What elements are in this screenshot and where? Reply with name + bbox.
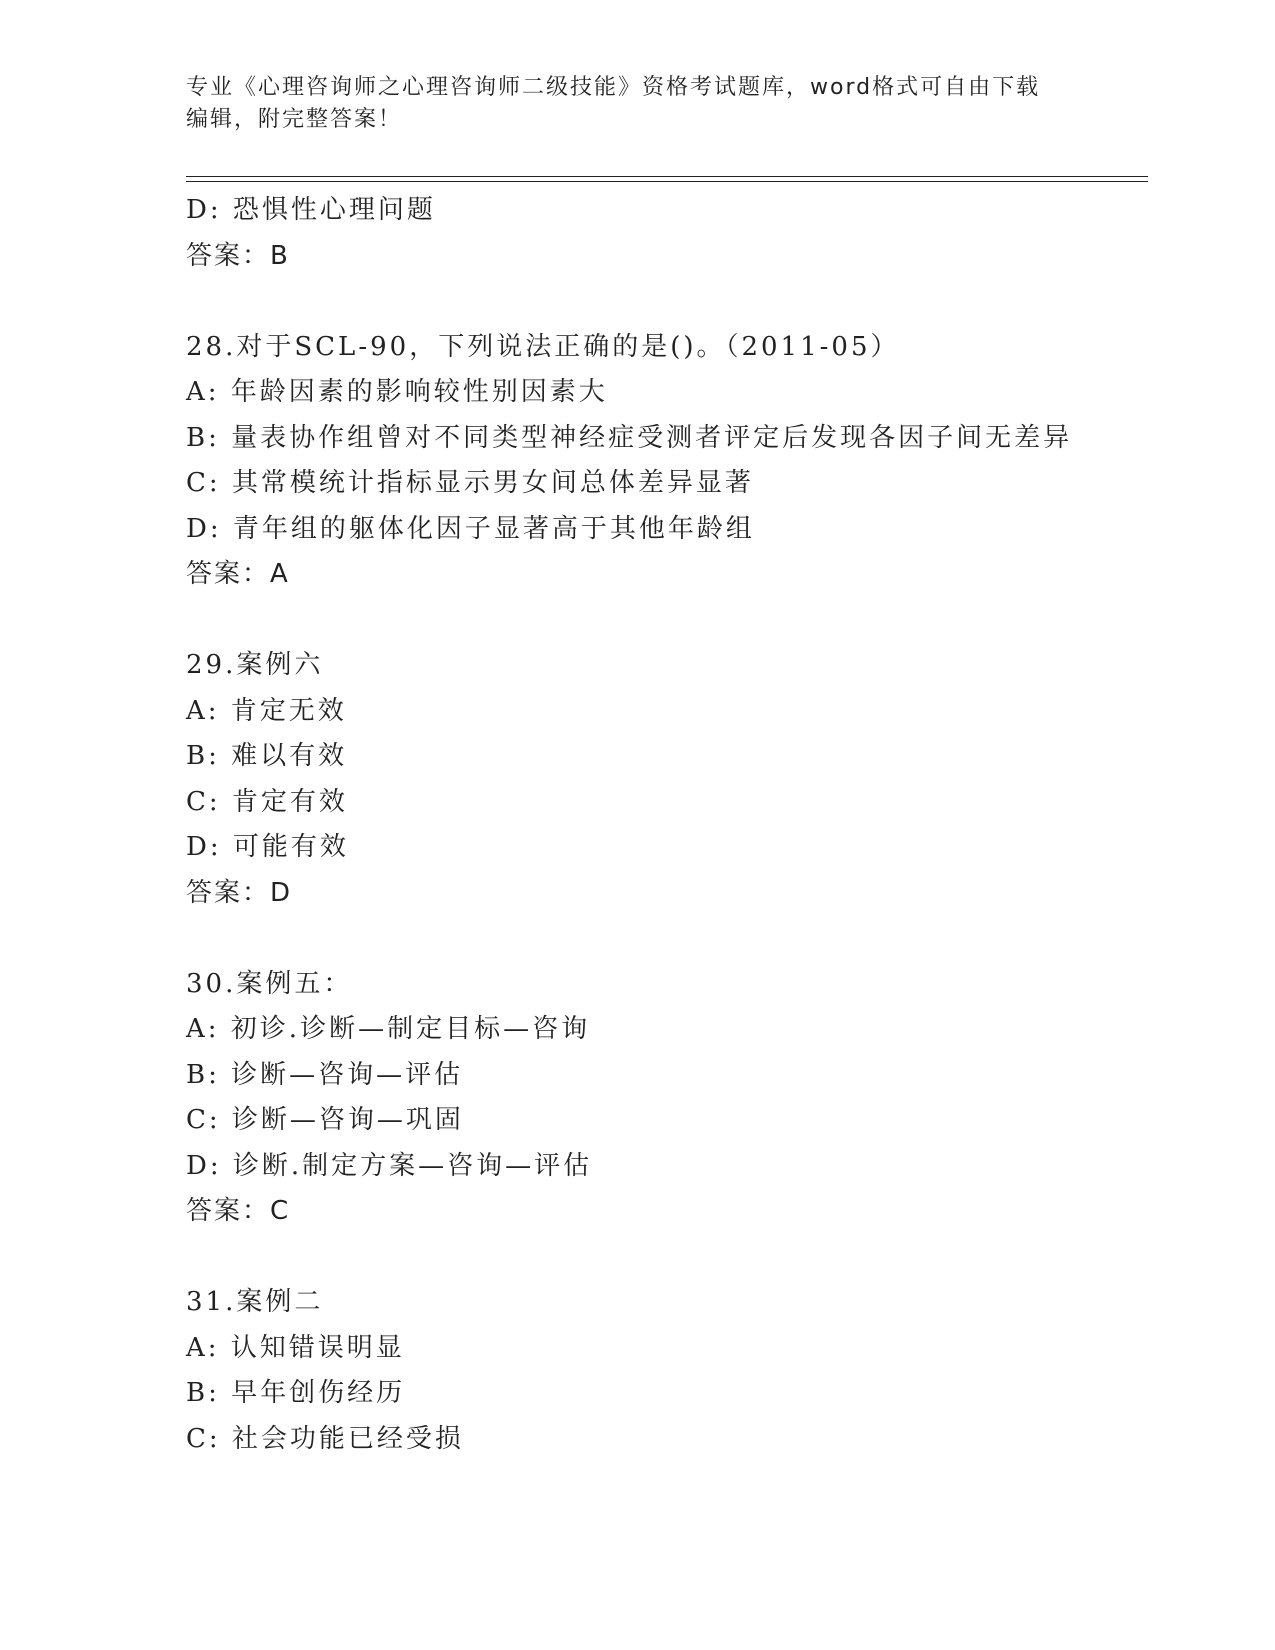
- option-line: C: 其常模统计指标显示男女间总体差异显著: [186, 468, 754, 498]
- option-line: C: 诊断—咨询—巩固: [186, 1105, 464, 1135]
- question-list: [186, 188, 1146, 1462]
- option-line: A: 肯定无效: [186, 695, 347, 726]
- header-divider-bottom: [186, 181, 1148, 182]
- option-line: B: 难以有效: [186, 741, 348, 771]
- spacer: [186, 598, 1146, 644]
- question-stem: 28.对于SCL-90，下列说法正确的是()。（2011-05）: [186, 331, 900, 362]
- option-line: B: 量表协作组曾对不同类型神经症受测者评定后发现各因子间无差异: [186, 422, 1073, 453]
- answer-line: 答案：C: [186, 1196, 291, 1226]
- answer-line: 答案：A: [186, 559, 290, 589]
- option-line: B: 早年创伤经历: [186, 1378, 406, 1408]
- spacer: [186, 1235, 1146, 1281]
- answer-line: 答案：B: [186, 240, 290, 271]
- option-line: A: 认知错误明显: [186, 1332, 405, 1363]
- spacer: [186, 279, 1146, 325]
- option-line: D: 可能有效: [186, 832, 349, 862]
- option-line: A: 初诊.诊断—制定目标—咨询: [186, 1014, 591, 1044]
- option-line: C: 肯定有效: [186, 786, 348, 817]
- option-line: C: 社会功能已经受损: [186, 1423, 464, 1454]
- header-line-1: 专业《心理咨询师之心理咨询师二级技能》资格考试题库，word格式可自由下载: [186, 75, 1041, 100]
- option-line: B: 诊断—咨询—评估: [186, 1059, 464, 1090]
- question-stem: 31.案例二: [186, 1287, 324, 1317]
- answer-line: 答案：D: [186, 877, 293, 908]
- header-line-2: 编辑，附完整答案！: [186, 107, 403, 132]
- option-line: D: 诊断.制定方案—咨询—评估: [186, 1150, 593, 1181]
- question-stem: 30.案例五：: [186, 968, 353, 999]
- document-header: [186, 72, 1086, 136]
- option-line: D: 青年组的躯体化因子显著高于其他年龄组: [186, 513, 755, 544]
- question-stem: 29.案例六: [186, 650, 324, 680]
- option-line: A: 年龄因素的影响较性别因素大: [186, 377, 608, 407]
- spacer: [186, 916, 1146, 962]
- header-divider-top: [186, 176, 1148, 177]
- option-line: D: 恐惧性心理问题: [186, 195, 436, 225]
